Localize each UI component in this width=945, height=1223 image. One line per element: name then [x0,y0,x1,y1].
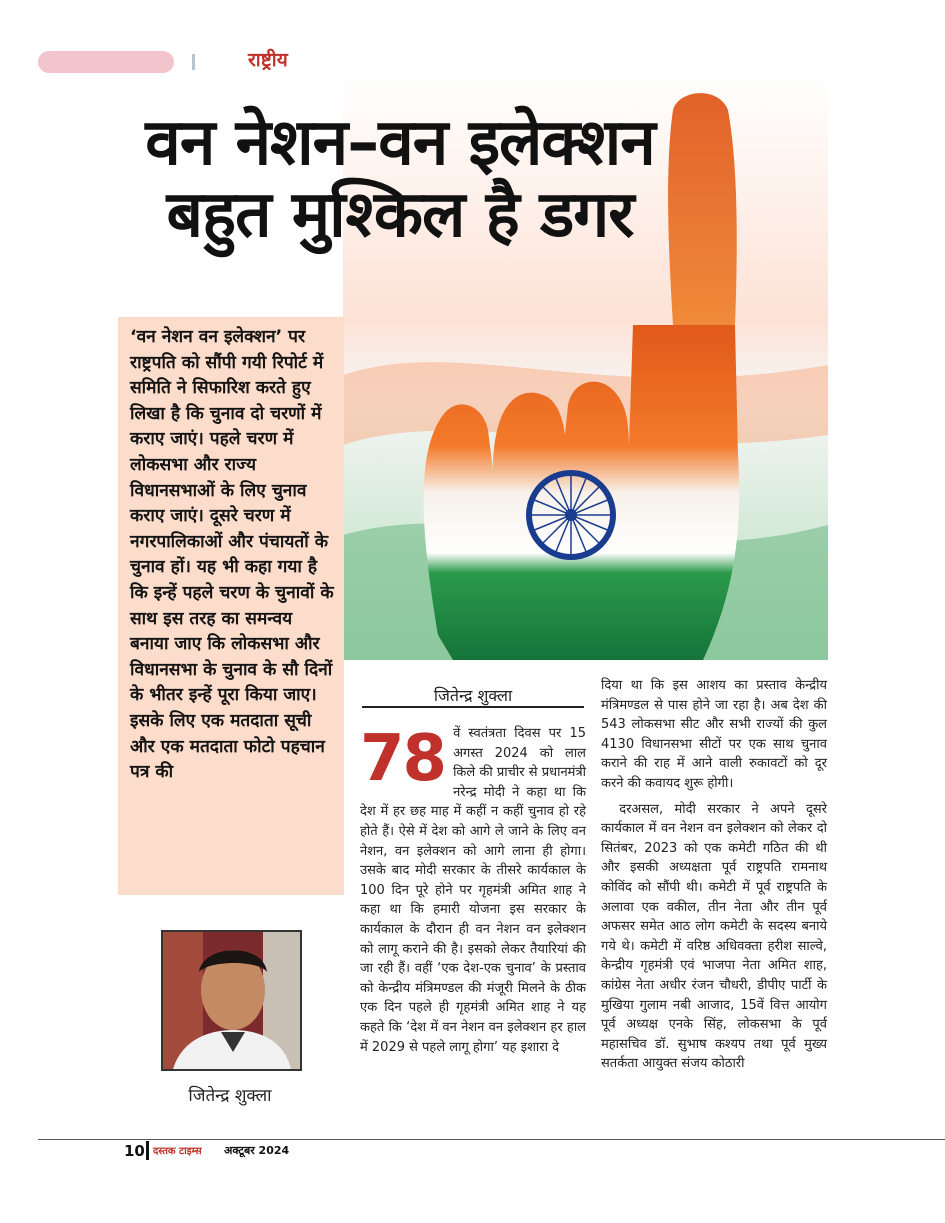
headline [60,108,740,251]
section-tab-pill [38,51,174,73]
pullquote-box [118,317,344,895]
article-col2-paragraph-1: दिया था कि इस आशय का प्रस्ताव केन्द्रीय मंत्रिमण्डल से पास होने जा रहा है। अब देश की 543 लोकसभा सीट और सभी राज्यों की कुल 4130 विधानसभा सीटों पर एक साथ चुनाव कराने की राह में आने वाली रुकावटों को दूर करने की कवायद शुरू होगी। [601,678,827,791]
issue-date: अक्टूबर 2024 [224,1144,290,1157]
dropcap: 78 [360,722,446,796]
article-column-1 [360,724,586,1057]
article-col1-text: वें स्वतंत्रता दिवस पर 15 अगस्त 2024 को लाल किले की प्राचीर से प्रधानमंत्री नरेन्द्र मोदी ने कहा था कि देश में हर छह माह में कहीं न कहीं चुनाव हो रहे होते हैं। ऐसे में देश को आगे ले जाने के लिए वन नेशन, वन इलेक्शन को आगे लाना ही होगा। उसके बाद मोदी सरकार के तीसरे कार्यकाल के 100 दिन पूरे होने पर गृहमंत्री अमित शाह ने कहा था कि हमारी योजना इस सरकार के कार्यकाल के दौरान ही वन नेशन वन इलेक्शन को लागू कराने की है। इसको लेकर तैयारियां की जा रही हैं। वहीं ‘एक देश-एक चुनाव’ के प्रस्ताव को केन्द्रीय मंत्रिमण्डल की मंजूरी मिलने के ठीक एक दिन पहले ही गृहमंत्री अमित शाह ने यह कहते कि ‘देश में वन नेशन वन इलेक्शन हर हाल में 2029 से पहले लागू होगा’ यह इशारा दे [360,726,586,1055]
article-col2-paragraph-2: दरअसल, मोदी सरकार ने अपने दूसरे कार्यकाल में वन नेशन वन इलेक्शन को लेकर दो सितंबर, 2023 को एक कमेटी गठित की थी और इसकी अध्यक्षता पूर्व राष्ट्रपति रामनाथ कोविंद को सौंपी थी। कमेटी में पूर्व राष्ट्रपति के अलावा एक वकील, तीन नेता और तीन पूर्व अफसर समेत आठ लोग कमेटी के सदस्य बनाये गये थे। कमेटी में वरिष्ठ अधिवक्ता हरीश साल्वे, केन्द्रीय गृहमंत्री एवं भाजपा नेता अमित शाह, कांग्रेस नेता अधीर रंजन चौधरी, डीपीए पार्टी के मुखिया गुलाम नबी आजाद, 15वें वित्त आयोग पूर्व अध्यक्ष एनके सिंह, लोकसभा के पूर्व महासचिव डॉ. सुभाष कश्यप तथा पूर्व मुख्य सतर्कता आयुक्त संजय कोठारी [601,801,827,1072]
author-portrait-icon [163,932,300,1069]
page-number: 10 [124,1142,145,1160]
author-photo-caption: जितेन्द्र शुक्ला [188,1086,272,1106]
headline-line-2: बहुत मुश्किल है डगर [166,177,634,252]
article-column-2 [601,676,827,1074]
author-photo [161,930,302,1071]
byline-rule [362,706,584,708]
pullquote-text: ‘वन नेशन वन इलेक्शन’ पर राष्ट्रपति को सौंपी गयी रिपोर्ट में समिति ने सिफारिश करते हुए लिखा है कि चुनाव दो चरणों में कराए जाएं। पहले चरण में लोकसभा और राज्य विधानसभाओं के लिए चुनाव कराए जाएं। दूसरे चरण में नगरपालिकाओं और पंचायतों के चुनाव हों। यह भी कहा गया है कि इन्हें पहले चरण के चुनावों के साथ इस तरह का समन्वय बनाया जाए कि लोकसभा और विधानसभा के चुनाव के सौ दिनों के भीतर इन्हें पूरा किया जाए। इसके लिए एक मतदाता सूची और एक मतदाता फोटो पहचान पत्र की [130,327,334,783]
byline: जितेन्द्र शुक्ला [433,686,513,705]
section-separator [192,54,195,70]
headline-line-1: वन नेशन–वन इलेक्शन [145,106,655,180]
magazine-logo: दस्तक टाइम्स [153,1146,202,1157]
footer-rule [38,1139,945,1140]
section-label: राष्ट्रीय [248,49,288,71]
footer-divider [146,1141,149,1160]
